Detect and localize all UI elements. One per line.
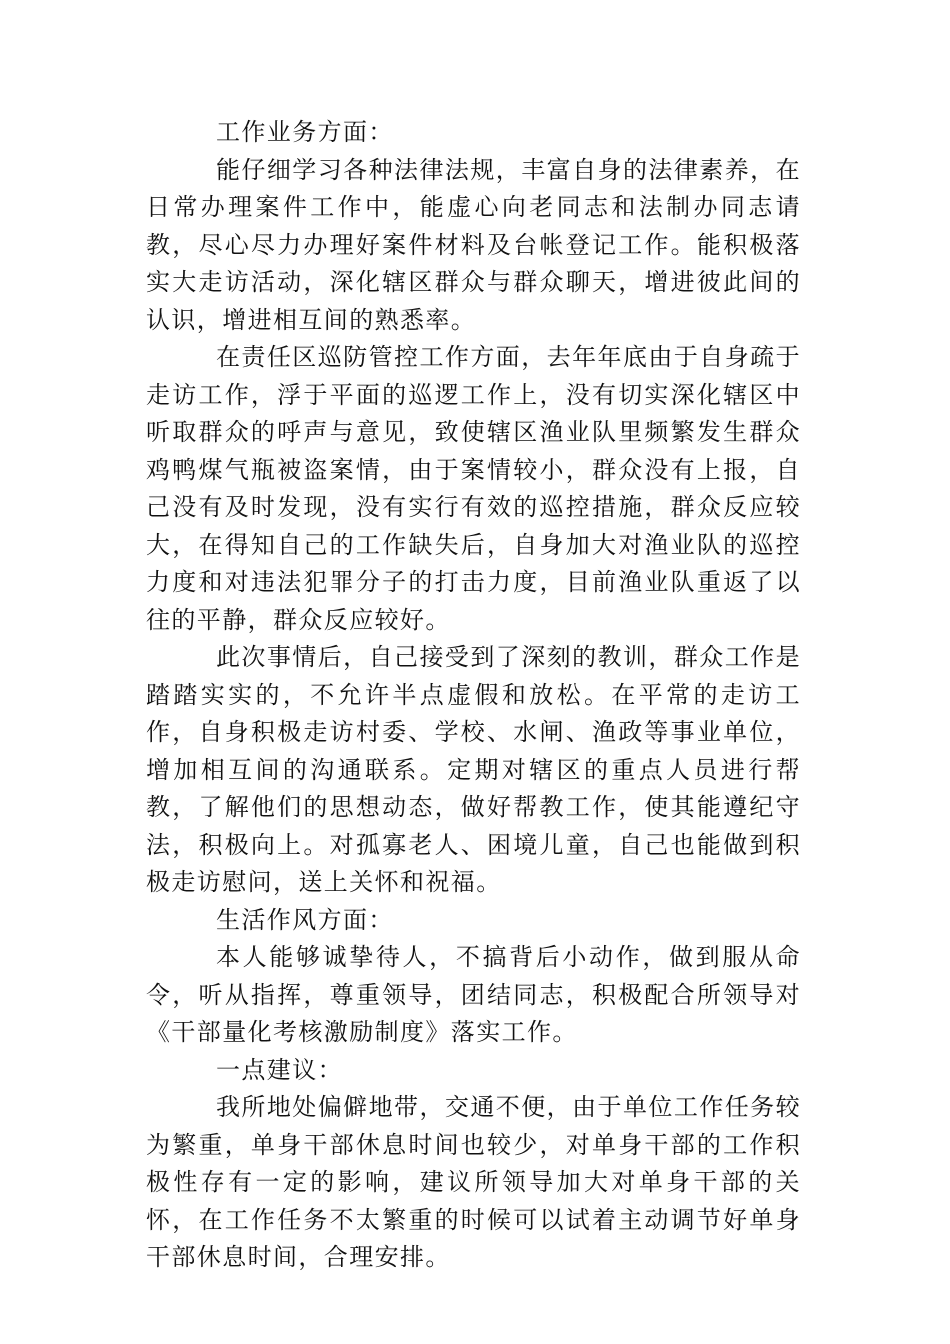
paragraph-suggestion: 我所地处偏僻地带，交通不便，由于单位工作任务较为繁重，单身干部休息时间也较少，对单身干部的工作积极性存有一定的影响，建议所领导加大对单身干部的关怀，在工作任务不太繁重的时候可以试着主动调节好单身干部休息时间，合理安排。	[146, 1093, 801, 1271]
section-heading-suggestion: 一点建议：	[216, 1055, 343, 1084]
paragraph-conduct: 本人能够诚挚待人，不搞背后小动作，做到服从命令，听从指挥，尊重领导，团结同志，积极配合所领导对《干部量化考核激励制度》落实工作。	[146, 943, 801, 1046]
document-body	[146, 114, 801, 1277]
section-heading-life-style: 生活作风方面：	[216, 905, 394, 934]
paragraph-lessons-learned: 此次事情后，自己接受到了深刻的教训，群众工作是踏踏实实的，不允许半点虚假和放松。在平常的走访工作，自身积极走访村委、学校、水闸、渔政等事业单位，增加相互间的沟通联系。定期对辖区的重点人员进行帮教，了解他们的思想动态，做好帮教工作，使其能遵纪守法，积极向上。对孤寡老人、困境儿童，自己也能做到积极走访慰问，送上关怀和祝福。	[146, 643, 801, 896]
section-heading-work-business: 工作业务方面：	[216, 118, 394, 146]
paragraph-legal-study: 能仔细学习各种法律法规，丰富自身的法律素养，在日常办理案件工作中，能虚心向老同志和法制办同志请教，尽心尽力办理好案件材料及台帐登记工作。能积极落实大走访活动，深化辖区群众与群众聊天，增进彼此间的认识，增进相互间的熟悉率。	[146, 155, 801, 334]
paragraph-patrol-control: 在责任区巡防管控工作方面，去年年底由于自身疏于走访工作，浮于平面的巡逻工作上，没有切实深化辖区中听取群众的呼声与意见，致使辖区渔业队里频繁发生群众鸡鸭煤气瓶被盗案情，由于案情较小，群众没有上报，自己没有及时发现，没有实行有效的巡控措施，群众反应较大，在得知自己的工作缺失后，自身加大对渔业队的巡控力度和对违法犯罪分子的打击力度，目前渔业队重返了以往的平静，群众反应较好。	[146, 343, 801, 634]
